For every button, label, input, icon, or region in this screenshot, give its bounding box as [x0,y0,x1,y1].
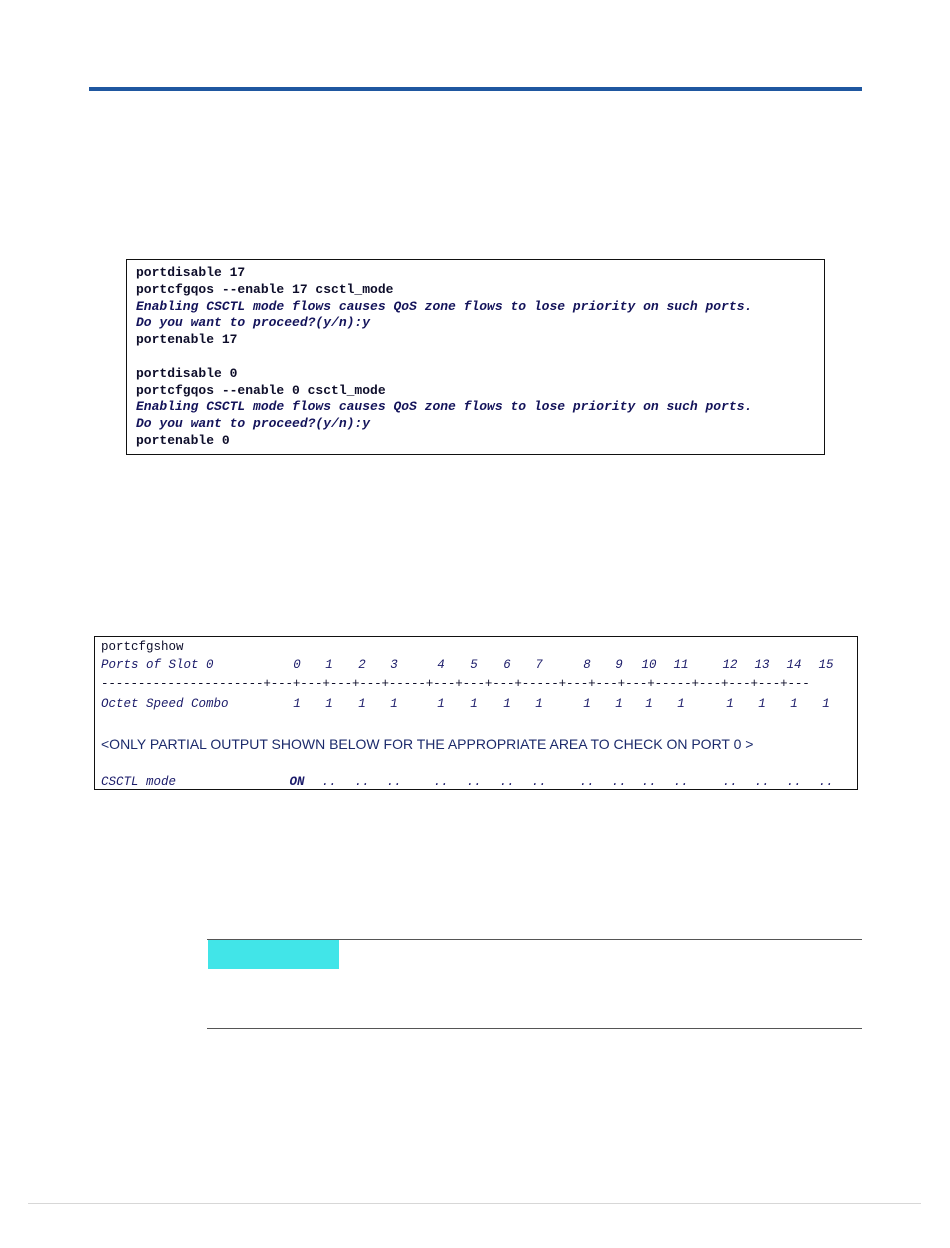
combo-value: 1 [645,697,653,711]
combo-value: 1 [790,697,798,711]
combo-value: 1 [503,697,511,711]
csctl-mode-value: .. [499,775,515,789]
combo-value: 1 [358,697,366,711]
octet-speed-combo-row [101,697,853,715]
csctl-mode-value: .. [433,775,449,789]
note-bottom-rule [207,1028,862,1029]
csctl-mode-value: .. [579,775,595,789]
note-tag [208,940,339,969]
port-number: 6 [503,658,511,672]
separator-line: ----------------------+---+---+---+---+-----+---+---+---+-----+---+---+---+-----+---+---+---+--- [101,677,810,691]
csctl-mode-value: .. [722,775,738,789]
csctl-mode-value: .. [531,775,547,789]
csctl-mode-value: .. [321,775,337,789]
command-line: portcfgshow [101,640,184,654]
csctl-mode-value: .. [466,775,482,789]
csctl-mode-value: .. [611,775,627,789]
port-number: 13 [754,658,770,672]
code-blank-line [136,349,824,366]
port-number: 15 [818,658,834,672]
ports-label: Ports of Slot 0 [101,658,214,672]
combo-value: 1 [583,697,591,711]
port-number: 9 [615,658,623,672]
csctl-mode-value: .. [386,775,402,789]
octet-speed-combo-label: Octet Speed Combo [101,697,229,711]
header-rule [89,87,862,91]
combo-value: 1 [293,697,301,711]
port-number: 0 [293,658,301,672]
port-number: 10 [641,658,657,672]
csctl-mode-value: .. [754,775,770,789]
csctl-mode-port-0-value: ON [289,775,305,789]
port-number: 3 [390,658,398,672]
csctl-mode-value: .. [818,775,834,789]
port-number: 8 [583,658,591,672]
combo-value: 1 [615,697,623,711]
combo-value: 1 [437,697,445,711]
port-number: 5 [470,658,478,672]
code-line: portdisable 17 [136,265,246,280]
port-number: 7 [535,658,543,672]
code-line: portenable 0 [136,432,230,448]
port-number: 11 [673,658,689,672]
combo-value: 1 [390,697,398,711]
combo-value: 1 [726,697,734,711]
combo-value: 1 [535,697,543,711]
code-block-portcfgshow [94,636,858,790]
port-number: 12 [722,658,738,672]
code-block-portcfgqos [126,259,825,455]
combo-value: 1 [470,697,478,711]
ports-row [101,658,853,676]
csctl-mode-row [101,775,853,793]
csctl-mode-value: .. [673,775,689,789]
code-line: Do you want to proceed?(y/n):y [136,416,371,432]
port-number: 4 [437,658,445,672]
combo-value: 1 [822,697,830,711]
partial-output-note: <ONLY PARTIAL OUTPUT SHOWN BELOW FOR THE APPROPRIATE AREA TO CHECK ON PORT 0 > [101,736,754,752]
code-line: Do you want to proceed?(y/n):y [136,315,371,331]
code-line: portdisable 0 [136,365,238,381]
csctl-mode-label: CSCTL mode [101,775,177,789]
code-line: portenable 17 [136,332,238,348]
code-line: Enabling CSCTL mode flows causes QoS zone flows to lose priority on such ports. [136,399,753,415]
code-line: portcfgqos --enable 0 csctl_mode [136,382,386,398]
code-line: portcfgqos --enable 17 csctl_mode [136,281,394,297]
port-number: 1 [325,658,333,672]
csctl-mode-value: .. [786,775,802,789]
footer-rule [28,1203,921,1204]
csctl-mode-value: .. [641,775,657,789]
port-number: 2 [358,658,366,672]
port-number: 14 [786,658,802,672]
csctl-mode-value: .. [354,775,370,789]
code-line: Enabling CSCTL mode flows causes QoS zone flows to lose priority on such ports. [136,298,753,314]
combo-value: 1 [758,697,766,711]
combo-value: 1 [325,697,333,711]
combo-value: 1 [677,697,685,711]
